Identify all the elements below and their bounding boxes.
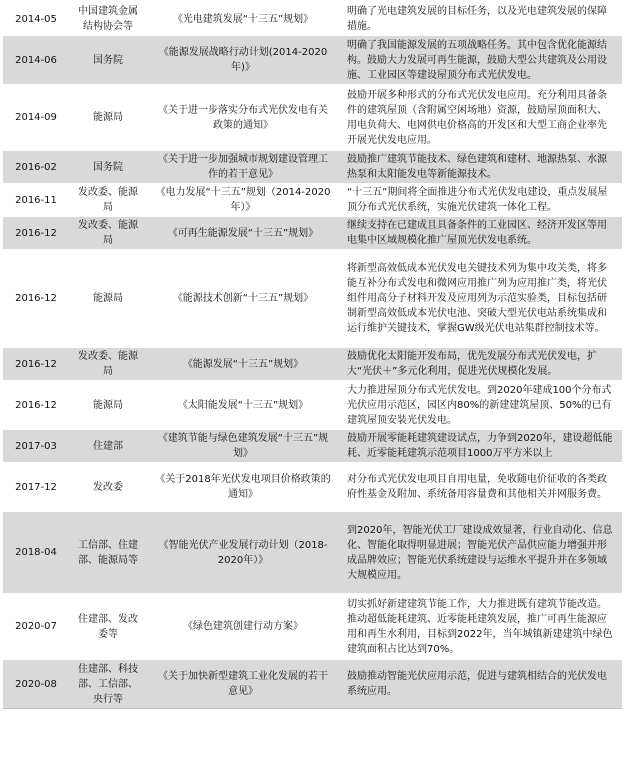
policy-document-cell: 《太阳能发展“十三五”规划》: [147, 381, 339, 430]
table-row: [3, 184, 622, 217]
issuer-cell: 住建部、科技部、工信部、央行等: [69, 660, 147, 709]
table-row: [3, 430, 622, 463]
policy-content-cell: 明确了我国能源发展的五项战略任务。其中包含优化能源结构。鼓励大力发展可再生能源，鼓励大型公共建筑及公用设施、工业园区等建设屋顶分布式光伏发电。: [339, 36, 622, 85]
table-row: [3, 36, 622, 85]
table-row: [3, 217, 622, 250]
issuer-cell: 中国建筑金属结构协会等: [69, 3, 147, 36]
date-cell: 2018-04: [3, 512, 69, 594]
policy-document-cell: 《能源发展“十三五”规划》: [147, 348, 339, 381]
table-row: [3, 381, 622, 430]
issuer-cell: 国务院: [69, 151, 147, 184]
issuer-cell: 发改委、能源局: [69, 217, 147, 250]
date-cell: 2017-03: [3, 430, 69, 463]
policy-document-cell: 《关于2018年光伏发电项目价格政策的通知》: [147, 463, 339, 512]
date-cell: 2014-05: [3, 3, 69, 36]
policy-content-cell: 继续支持在已建成且具备条件的工业园区、经济开发区等用电集中区域规模化推广屋顶光伏发电系统。: [339, 217, 622, 250]
issuer-cell: 能源局: [69, 381, 147, 430]
issuer-cell: 住建部、发改委等: [69, 594, 147, 660]
date-cell: 2014-06: [3, 36, 69, 85]
policy-content-cell: 鼓励推广建筑节能技术、绿色建筑和建材、地源热泵、水源热泵和太阳能发电等新能源技术。: [339, 151, 622, 184]
table-row: [3, 660, 622, 709]
policy-content-cell: “十三五”期间将全面推进分布式光伏发电建设，重点发展屋顶分布式光伏系统，实施光伏建筑一体化工程。: [339, 184, 622, 217]
date-cell: 2016-12: [3, 348, 69, 381]
date-cell: 2016-12: [3, 381, 69, 430]
policy-document-cell: 《智能光伏产业发展行动计划（2018-2020年）》: [147, 512, 339, 594]
policy-content-cell: 鼓励推动智能光伏应用示范，促进与建筑相结合的光伏发电系统应用。: [339, 660, 622, 709]
table-row: [3, 512, 622, 594]
table-row: [3, 463, 622, 512]
date-cell: 2016-12: [3, 217, 69, 250]
date-cell: 2020-07: [3, 594, 69, 660]
policy-document-cell: 《关于进一步落实分布式光伏发电有关政策的通知》: [147, 85, 339, 151]
policy-document-cell: 《能源技术创新“十三五”规划》: [147, 250, 339, 348]
policy-document-cell: 《电力发展“十三五”规划（2014-2020年）》: [147, 184, 339, 217]
policy-document-cell: 《可再生能源发展“十三五”规划》: [147, 217, 339, 250]
issuer-cell: 发改委、能源局: [69, 184, 147, 217]
policy-content-cell: 对分布式光伏发电项目自用电量，免收随电价征收的各类政府性基金及附加、系统备用容量费和其他相关并网服务费。: [339, 463, 622, 512]
date-cell: 2016-12: [3, 250, 69, 348]
table-row: [3, 348, 622, 381]
table-row: [3, 594, 622, 660]
date-cell: 2020-08: [3, 660, 69, 709]
issuer-cell: 能源局: [69, 250, 147, 348]
table-row: [3, 250, 622, 348]
policy-content-cell: 鼓励优化太阳能开发布局，优先发展分布式光伏发电，扩大“光伏＋”多元化利用，促进光伏规模化发展。: [339, 348, 622, 381]
policy-content-cell: 鼓励开展零能耗建筑建设试点，力争到2020年，建设超低能耗、近零能耗建筑示范项目1000万平方米以上: [339, 430, 622, 463]
policy-document-cell: 《关于加快新型建筑工业化发展的若干意见》: [147, 660, 339, 709]
date-cell: 2016-11: [3, 184, 69, 217]
policy-content-cell: 大力推进屋顶分布式光伏发电。到2020年建成100个分布式光伏应用示范区，园区内80%的新建建筑屋顶、50%的已有建筑屋顶安装光伏发电。: [339, 381, 622, 430]
policy-document-cell: 《能源发展战略行动计划(2014-2020年)》: [147, 36, 339, 85]
policy-content-cell: 将新型高效低成本光伏发电关键技术列为集中攻关类，将多能互补分布式发电和微网应用推广列为应用推广类，将光伏组件用高分子材料开发及应用列为示范实验类，目标包括研制新型高效低成本光伏电池、突破大型光伏电站系统集成和运行维护关键技术，掌握GW级光伏电站集群控制技术等。: [339, 250, 622, 348]
policy-document-cell: 《绿色建筑创建行动方案》: [147, 594, 339, 660]
issuer-cell: 住建部: [69, 430, 147, 463]
date-cell: 2014-09: [3, 85, 69, 151]
issuer-cell: 国务院: [69, 36, 147, 85]
issuer-cell: 发改委: [69, 463, 147, 512]
policy-content-cell: 明确了光电建筑发展的目标任务，以及光电建筑发展的保障措施。: [339, 3, 622, 36]
table-row: [3, 151, 622, 184]
date-cell: 2016-02: [3, 151, 69, 184]
policy-document-cell: 《关于进一步加强城市规划建设管理工作的若干意见》: [147, 151, 339, 184]
table-row: [3, 85, 622, 151]
issuer-cell: 能源局: [69, 85, 147, 151]
issuer-cell: 发改委、能源局: [69, 348, 147, 381]
policy-document-cell: 《光电建筑发展“十三五”规划》: [147, 3, 339, 36]
issuer-cell: 工信部、住建部、能源局等: [69, 512, 147, 594]
table-row: [3, 3, 622, 36]
policy-table: [3, 2, 622, 709]
policy-document-cell: 《建筑节能与绿色建筑发展“十三五”规划》: [147, 430, 339, 463]
date-cell: 2017-12: [3, 463, 69, 512]
policy-content-cell: 鼓励开展多种形式的分布式光伏发电应用。充分利用具备条件的建筑屋顶（含附属空闲场地）资源，鼓励屋顶面积大、用电负荷大、电网供电价格高的开发区和大型工商企业率先开展光伏发电应用。: [339, 85, 622, 151]
policy-content-cell: 到2020年，智能光伏工厂建设成效显著，行业自动化、信息化、智能化取得明显进展；智能光伏产品供应能力增强并形成品牌效应；智能光伏系统建设与运维水平提升并在多领域大规模应用。: [339, 512, 622, 594]
policy-content-cell: 切实抓好新建建筑节能工作，大力推进既有建筑节能改造。推动超低能耗建筑、近零能耗建筑发展，推广可再生能源应用和再生水利用，目标到2022年，当年城镇新建建筑中绿色建筑面积占比达到70%。: [339, 594, 622, 660]
